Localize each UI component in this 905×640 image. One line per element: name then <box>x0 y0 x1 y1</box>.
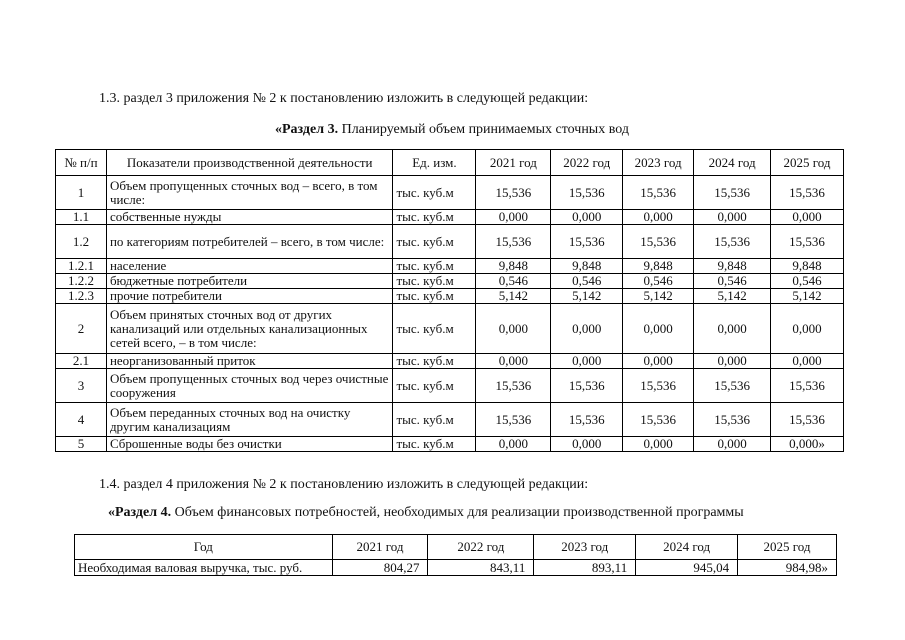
row-value: 15,536 <box>476 176 551 210</box>
row-indicator: Объем пропущенных сточных вод через очистные сооружения <box>106 369 393 403</box>
table-row <box>75 560 837 576</box>
row-value: 9,848 <box>771 259 844 274</box>
row-value: 15,536 <box>476 403 551 437</box>
row-unit: тыс. куб.м <box>393 354 476 369</box>
value-2022: 843,11 <box>428 560 534 576</box>
row-number: 3 <box>56 369 107 403</box>
header-2024: 2024 год <box>694 150 771 176</box>
row-value: 0,000 <box>551 437 623 452</box>
row-value: 0,546 <box>623 274 694 289</box>
row-value: 0,000 <box>476 210 551 225</box>
row-value: 0,546 <box>771 274 844 289</box>
row-number: 1.2.2 <box>56 274 107 289</box>
row-value: 5,142 <box>551 289 623 304</box>
row-value: 0,000» <box>771 437 844 452</box>
table-section-4 <box>74 534 837 576</box>
row-label: Необходимая валовая выручка, тыс. руб. <box>75 560 333 576</box>
row-value: 0,000 <box>623 437 694 452</box>
value-2021: 804,27 <box>332 560 428 576</box>
row-value: 0,000 <box>694 354 771 369</box>
row-number: 1 <box>56 176 107 210</box>
row-value: 15,536 <box>694 225 771 259</box>
header-2021: 2021 год <box>476 150 551 176</box>
row-value: 15,536 <box>771 225 844 259</box>
row-number: 1.1 <box>56 210 107 225</box>
row-value: 0,000 <box>771 354 844 369</box>
row-value: 15,536 <box>551 225 623 259</box>
row-unit: тыс. куб.м <box>393 304 476 354</box>
header-2024: 2024 год <box>636 535 738 560</box>
row-value: 15,536 <box>476 369 551 403</box>
value-2023: 893,11 <box>534 560 636 576</box>
section-3-prefix: «Раздел 3. <box>275 122 339 137</box>
row-value: 0,000 <box>476 354 551 369</box>
row-number: 5 <box>56 437 107 452</box>
row-unit: тыс. куб.м <box>393 289 476 304</box>
row-value: 9,848 <box>476 259 551 274</box>
row-number: 1.2.3 <box>56 289 107 304</box>
section-3-heading <box>275 122 629 138</box>
section-4-heading <box>108 505 744 521</box>
row-value: 15,536 <box>551 176 623 210</box>
row-indicator: Объем принятых сточных вод от других канализаций или отдельных канализационных сетей всего, – в том числе: <box>106 304 393 354</box>
row-unit: тыс. куб.м <box>393 210 476 225</box>
row-value: 0,000 <box>476 304 551 354</box>
section-4-prefix: «Раздел 4. <box>108 505 172 520</box>
table-section-3 <box>55 149 844 452</box>
row-unit: тыс. куб.м <box>393 225 476 259</box>
table-4-header-row <box>75 535 837 560</box>
value-2025: 984,98» <box>738 560 837 576</box>
row-value: 0,000 <box>771 304 844 354</box>
row-unit: тыс. куб.м <box>393 259 476 274</box>
table-row <box>56 289 844 304</box>
table-row <box>56 369 844 403</box>
table-row <box>56 225 844 259</box>
row-indicator: Объем переданных сточных вод на очистку другим канализациям <box>106 403 393 437</box>
row-value: 15,536 <box>694 369 771 403</box>
row-value: 15,536 <box>771 369 844 403</box>
table-row <box>56 403 844 437</box>
row-value: 9,848 <box>694 259 771 274</box>
row-value: 0,000 <box>623 210 694 225</box>
row-value: 0,000 <box>551 354 623 369</box>
paragraph-1-4: 1.4. раздел 4 приложения № 2 к постановлению изложить в следующей редакции: <box>99 477 589 492</box>
row-indicator: Сброшенные воды без очистки <box>106 437 393 452</box>
value-2024: 945,04 <box>636 560 738 576</box>
row-value: 0,000 <box>476 437 551 452</box>
row-value: 15,536 <box>623 225 694 259</box>
row-value: 0,000 <box>551 304 623 354</box>
table-row <box>56 259 844 274</box>
row-indicator: по категориям потребителей – всего, в том числе: <box>106 225 393 259</box>
header-indicator: Показатели производственной деятельности <box>106 150 393 176</box>
header-year: Год <box>75 535 333 560</box>
row-value: 0,546 <box>694 274 771 289</box>
table-row <box>56 176 844 210</box>
row-value: 5,142 <box>476 289 551 304</box>
header-2025: 2025 год <box>771 150 844 176</box>
row-indicator: Объем пропущенных сточных вод – всего, в том числе: <box>106 176 393 210</box>
row-value: 9,848 <box>551 259 623 274</box>
row-value: 0,000 <box>694 304 771 354</box>
row-value: 0,000 <box>623 304 694 354</box>
row-value: 0,546 <box>476 274 551 289</box>
table-row <box>56 304 844 354</box>
paragraph-1-3: 1.3. раздел 3 приложения № 2 к постановлению изложить в следующей редакции: <box>99 91 589 106</box>
row-value: 0,000 <box>694 437 771 452</box>
header-2023: 2023 год <box>534 535 636 560</box>
header-2021: 2021 год <box>332 535 428 560</box>
row-indicator: прочие потребители <box>106 289 393 304</box>
row-value: 15,536 <box>551 369 623 403</box>
row-value: 5,142 <box>623 289 694 304</box>
row-value: 0,546 <box>551 274 623 289</box>
header-2022: 2022 год <box>551 150 623 176</box>
section-3-title: Планируемый объем принимаемых сточных вод <box>338 122 629 137</box>
row-number: 4 <box>56 403 107 437</box>
row-indicator: собственные нужды <box>106 210 393 225</box>
table-row <box>56 354 844 369</box>
row-value: 0,000 <box>623 354 694 369</box>
table-row <box>56 210 844 225</box>
row-value: 15,536 <box>771 176 844 210</box>
row-value: 15,536 <box>623 176 694 210</box>
row-value: 15,536 <box>771 403 844 437</box>
table-3-header-row <box>56 150 844 176</box>
row-value: 15,536 <box>623 369 694 403</box>
row-value: 0,000 <box>551 210 623 225</box>
row-value: 15,536 <box>476 225 551 259</box>
row-value: 15,536 <box>623 403 694 437</box>
row-indicator: население <box>106 259 393 274</box>
header-unit: Ед. изм. <box>393 150 476 176</box>
row-indicator: неорганизованный приток <box>106 354 393 369</box>
row-value: 0,000 <box>694 210 771 225</box>
row-number: 1.2 <box>56 225 107 259</box>
table-row <box>56 437 844 452</box>
row-value: 15,536 <box>694 403 771 437</box>
row-value: 0,000 <box>771 210 844 225</box>
header-2023: 2023 год <box>623 150 694 176</box>
table-row <box>56 274 844 289</box>
row-value: 5,142 <box>694 289 771 304</box>
section-4-title: Объем финансовых потребностей, необходимых для реализации производственной программы <box>171 505 744 520</box>
row-unit: тыс. куб.м <box>393 274 476 289</box>
row-unit: тыс. куб.м <box>393 369 476 403</box>
row-unit: тыс. куб.м <box>393 176 476 210</box>
row-number: 2.1 <box>56 354 107 369</box>
row-value: 9,848 <box>623 259 694 274</box>
header-num: № п/п <box>56 150 107 176</box>
row-value: 15,536 <box>694 176 771 210</box>
row-value: 5,142 <box>771 289 844 304</box>
row-unit: тыс. куб.м <box>393 437 476 452</box>
row-value: 15,536 <box>551 403 623 437</box>
row-unit: тыс. куб.м <box>393 403 476 437</box>
row-indicator: бюджетные потребители <box>106 274 393 289</box>
row-number: 1.2.1 <box>56 259 107 274</box>
header-2022: 2022 год <box>428 535 534 560</box>
header-2025: 2025 год <box>738 535 837 560</box>
row-number: 2 <box>56 304 107 354</box>
